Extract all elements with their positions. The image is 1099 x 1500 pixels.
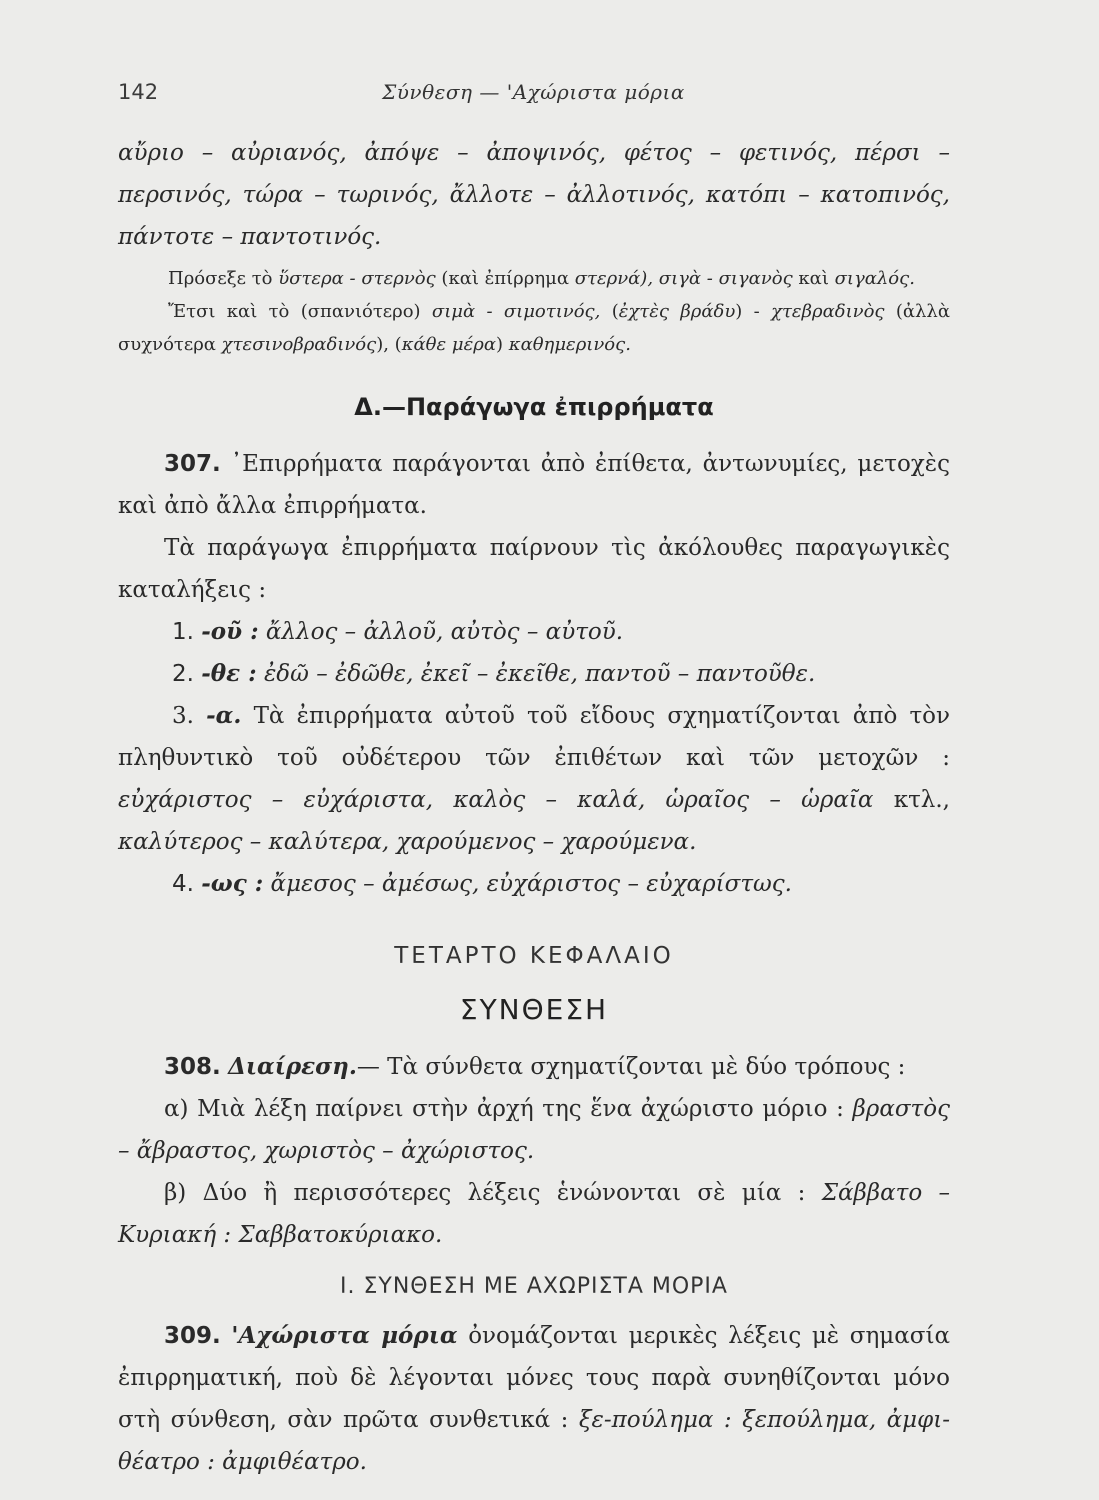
list-examples: καλύτερος – καλύτερα, χαρούμενος – χαρούμενα. [118, 829, 697, 855]
note-example: σιγὰ - σιγανὸς [658, 268, 793, 289]
list-examples: ἐδῶ – ἐδῶθε, ἐκεῖ – ἐκεῖθε, παντοῦ – παντοῦθε. [263, 661, 816, 687]
paragraph-308 [118, 1046, 950, 1088]
list-examples: ἄμεσος – ἀμέσως, εὐχάριστος – εὐχαρίστως. [270, 871, 792, 897]
paragraph-examples: βραστὸς – ἄβραστος, χωριστὸς – ἀχώριστος. [118, 1096, 951, 1164]
note-text: ), ( [376, 334, 402, 355]
list-item [118, 653, 950, 695]
note-text: Ἔτσι καὶ τὸ (σπανιότερο) [168, 301, 421, 322]
note-example: κάθε μέρα [401, 334, 496, 355]
note-example: χτεσινοβραδινός [221, 334, 377, 355]
note-example: ἐχτὲς βράδυ [618, 301, 736, 322]
paragraph-308-a [118, 1088, 950, 1172]
subsection-heading: Ι. ΣΥΝΘΕΣΗ ΜΕ ΑΧΩΡΙΣΤΑ ΜΟΡΙΑ [340, 1274, 728, 1299]
chapter-label: ΤΕΤΑΡΤΟ ΚΕΦΑΛΑΙΟ [394, 943, 674, 969]
list-marker: 3. [172, 703, 194, 729]
paragraph-text: ὀνομάζονται μερικὲς λέξεις μὲ σημασία ἐπιρρηματική, ποὺ δὲ λέγονται μόνες τους παρὰ συνηθίζονται μόνο στὴ σύνθεση, σὰν πρῶτα συνθετικά : [118, 1323, 950, 1433]
suffix-label: -α. [206, 702, 242, 729]
paragraph-308-b [118, 1172, 950, 1256]
note-example: χτεβραδινὸς [771, 301, 885, 322]
paragraph-307-continued: Τὰ παράγωγα ἐπιρρήματα παίρνουν τὶς ἀκόλουθες παραγωγικὲς καταλήξεις : [118, 535, 950, 603]
note-text: (καὶ ἐπίρρημα [441, 268, 569, 289]
suffix-label: -ως : [201, 870, 264, 897]
note-paragraph [118, 262, 950, 295]
section-heading: Δ.—Παράγωγα ἐπιρρήματα [354, 393, 714, 421]
note-text: (ἀλλὰ συχνότερα [118, 301, 950, 355]
list-item [118, 863, 950, 905]
list-examples: ἄλλος – ἀλλοῦ, αὐτὸς – αὐτοῦ. [265, 619, 624, 645]
note-example: καθημερινός. [508, 334, 631, 355]
note-example: ὕστερα - στερνὸς [278, 268, 436, 289]
paragraph-examples: ξε-πούλημα : ξεπούλημα, ἀμφι-θέατρο : ἀμφιθέατρο. [118, 1407, 951, 1475]
chapter-title: ΣΥΝΘΕΣΗ [459, 993, 609, 1026]
list-item [118, 695, 950, 863]
list-marker: 2. [172, 661, 194, 687]
paragraph-text: α) Μιὰ λέξη παίρνει στὴν ἀρχή της ἕνα ἀχώριστο μόριο : [164, 1096, 844, 1122]
list-examples: εὐχάριστος – εὐχάριστα, καλὸς – καλά, ὡραῖος – ὡραῖα [118, 787, 874, 813]
page-number: 142 [118, 80, 159, 104]
note-example: σιγαλός. [834, 268, 915, 289]
list-text: Τὰ ἐπιρρήματα αὐτοῦ τοῦ εἴδους σχηματίζονται ἀπὸ τὸν πληθυντικὸ τοῦ οὐδέτερου τῶν ἐπιθέτων καὶ τῶν μετοχῶν : [118, 703, 951, 771]
paragraph-number: 307. [164, 451, 221, 477]
page-body [118, 132, 950, 1483]
note-example: σιμὰ - σιμοτινός, [431, 301, 601, 322]
note-paragraph [118, 295, 950, 361]
suffix-label: -οῦ : [201, 618, 259, 645]
note-text: Πρόσεξε τὸ [168, 268, 273, 289]
running-head: Σύνθεση — 'Αχώριστα μόρια [382, 80, 685, 104]
suffix-label: -θε : [201, 660, 257, 687]
intro-examples: αὔριο – αὐριανός, ἀπόψε – ἀποψινός, φέτος – φετινός, πέρσι – περσινός, τώρα – τωρινός, ἄλλοτε – ἀλλοτινός, κατόπι – κατοπινός, πάντοτε – παντοτινός. [118, 140, 950, 250]
list-item [118, 611, 950, 653]
paragraph-text: β) Δύο ἢ περισσότερες λέξεις ἑνώνονται σὲ μία : [164, 1180, 806, 1206]
note-text: καὶ [798, 268, 829, 289]
note-text: ) - [735, 301, 760, 322]
paragraph-number: 308. [164, 1054, 221, 1080]
list-text: κτλ., [893, 787, 950, 813]
paragraph-term: 'Αχώριστα μόρια [231, 1322, 458, 1349]
list-marker: 4. [172, 871, 194, 897]
paragraph-examples: Σάββατο – Κυριακή : Σαββατοκύριακο. [118, 1180, 951, 1248]
paragraph-text: ᾿Επιρρήματα παράγονται ἀπὸ ἐπίθετα, ἀντωνυμίες, μετοχὲς καὶ ἀπὸ ἄλλα ἐπιρρήματα. [118, 451, 951, 519]
note-example: στερνά), [574, 268, 654, 289]
paragraph-term: Διαίρεση. [228, 1053, 357, 1080]
paragraph-text: — Τὰ σύνθετα σχηματίζονται μὲ δύο τρόπους : [356, 1054, 906, 1080]
note-text: ) [496, 334, 504, 355]
list-marker: 1. [172, 619, 194, 645]
paragraph-309 [118, 1315, 950, 1483]
paragraph-number: 309. [164, 1323, 221, 1349]
paragraph-307 [118, 443, 950, 527]
note-text: ( [611, 301, 619, 322]
page-header [118, 80, 949, 116]
